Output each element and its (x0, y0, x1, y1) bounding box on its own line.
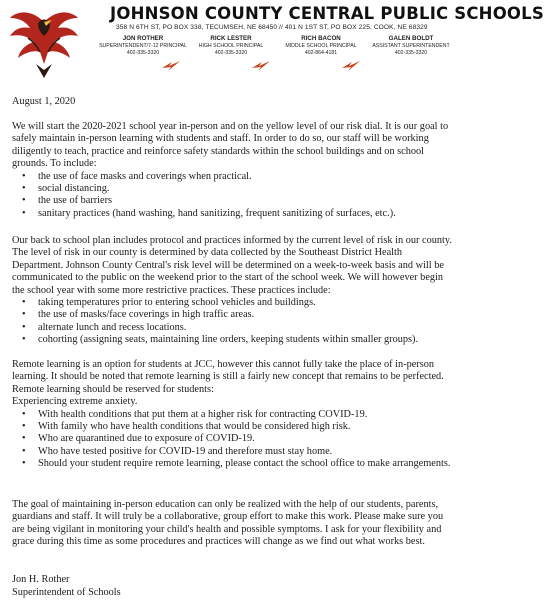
staff-member (98, 35, 188, 56)
letter-paragraph-2 (12, 235, 452, 347)
staff-name: RICK LESTER (210, 35, 252, 42)
staff-member (366, 35, 456, 56)
list-item: • With family who have health conditions that would be considered high risk. (12, 421, 452, 433)
staff-member (186, 35, 276, 56)
list-item: • Who have tested positive for COVID-19 and therefore must stay home. (12, 446, 452, 458)
staff-phone: 402-864-4181 (304, 50, 338, 56)
list-item: • Who are quarantined due to exposure of COVID-19. (12, 433, 452, 445)
list-item: • alternate lunch and recess locations. (12, 322, 452, 334)
staff-phone: 402-335-3320 (126, 50, 160, 56)
paragraph-text: Remote learning is an option for students at JCC, however this cannot fully take the place of in-person learning. It should be noted that remote learning is still a fairly new concept that remains to be perfected. Remote learning should be reserved for students: (12, 359, 444, 395)
list-item: • Should your student require remote learning, please contact the school office to make arrangements. (12, 458, 452, 470)
safety-standards-list (12, 171, 452, 221)
staff-member (276, 35, 366, 56)
remote-learning-list (12, 409, 452, 471)
paragraph-text: Our back to school plan includes protocol and practices informed by the current level of risk in our county. The level of risk in our county is determined by data collected by the Southeast District Health Department. Johnson County Central's risk level will be determined on a week-to-week basis and will be communicated to the public on the weekend prior to the start of the school week. We will however begin the school year with some more restrictive practices. These practices include: (12, 235, 452, 296)
letter-date: August 1, 2020 (12, 96, 76, 107)
staff-phone: 402-335-3320 (214, 50, 248, 56)
letter-paragraph-4 (12, 499, 452, 549)
restrictive-practices-list (12, 297, 452, 347)
letter-paragraph-3 (12, 359, 452, 471)
eagle-logo-icon (8, 4, 80, 82)
list-item: • With health conditions that put them at a higher risk for contracting COVID-19. (12, 409, 452, 421)
staff-role: MIDDLE SCHOOL PRINCIPAL (285, 43, 357, 49)
lightning-bolt-icon (340, 58, 362, 74)
paragraph-text: We will start the 2020-2021 school year in-person and on the yellow level of our risk dial. It is our goal to safely maintain in-person learning with students and staff. In order to do so, our staff will be working diligently to teach, practice and reinforce safety standards within the school buildings and on school grounds. To include: (12, 121, 449, 170)
staff-role: ASSISTANT SUPERINTENDENT (372, 43, 450, 49)
list-item: • the use of face masks and coverings when practical. (12, 171, 452, 183)
staff-role: SUPERINTENDENT/7-12 PRINCIPAL (99, 43, 187, 49)
staff-name: JON ROTHER (122, 35, 164, 42)
signature-title: Superintendent of Schools (12, 587, 121, 598)
school-address: 358 N 6TH ST, PO BOX 338, TECUMSEH, NE 68450 // 401 N 1ST ST, PO BOX 225, COOK, NE 68329 (116, 24, 428, 31)
staff-role: HIGH SCHOOL PRINCIPAL (198, 43, 264, 49)
list-item: • cohorting (assigning seats, maintaining line orders, keeping students within smaller groups). (12, 334, 452, 346)
list-item: • taking temperatures prior to entering school vehicles and buildings. (12, 297, 452, 309)
letter-paragraph-1 (12, 121, 452, 220)
list-item: • social distancing. (12, 183, 452, 195)
list-item: • the use of barriers (12, 195, 452, 207)
school-title: JOHNSON COUNTY CENTRAL PUBLIC SCHOOLS (110, 4, 544, 23)
lightning-bolt-icon (250, 58, 272, 74)
list-item: • the use of masks/face coverings in high traffic areas. (12, 309, 452, 321)
lightning-bolt-icon (160, 58, 182, 74)
staff-name: RICH BACON (301, 35, 341, 42)
paragraph-text: Experiencing extreme anxiety. (12, 396, 138, 408)
list-item: • sanitary practices (hand washing, hand sanitizing, frequent sanitizing of surfaces, etc.). (12, 208, 452, 220)
staff-phone: 402-335-3320 (394, 50, 428, 56)
signature-name: Jon H. Rother (12, 574, 70, 585)
paragraph-text: The goal of maintaining in-person education can only be realized with the help of our students, parents, guardians and staff. It will truly be a collaborative, group effort to make this work. Please make sure you are being vigilant in monitoring your child's health and possible symptoms. I ask for your flexibility and grace during this time as some procedures and practices will change as we find out what works best. (12, 499, 444, 548)
staff-name: GALEN BOLDT (388, 35, 434, 42)
